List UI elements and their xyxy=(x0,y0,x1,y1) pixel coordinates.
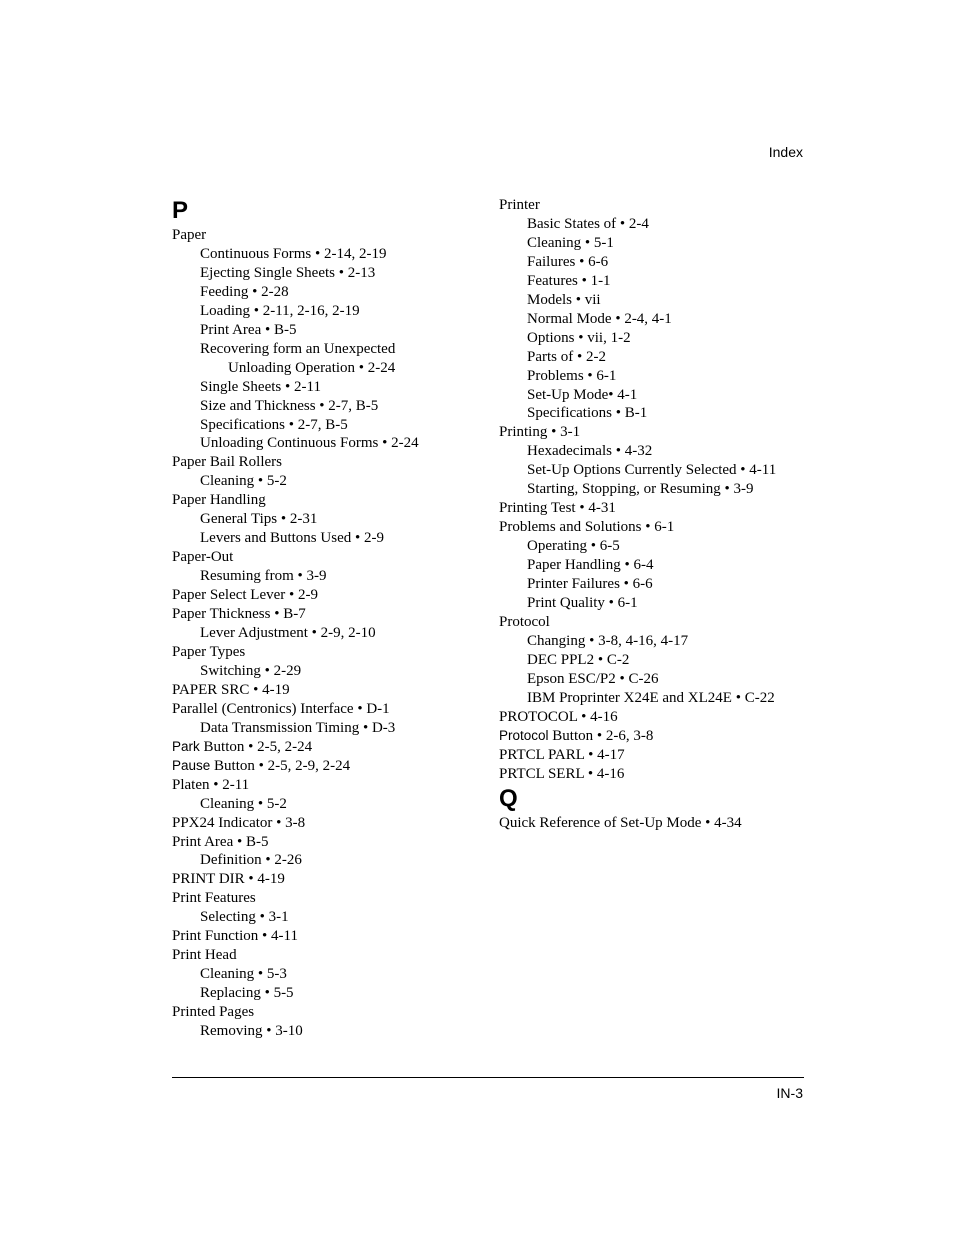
index-entry-text: Set-Up Options Currently Selected • 4-11 xyxy=(527,462,777,479)
index-entry-text: Print Quality • 6-1 xyxy=(527,595,638,612)
index-entry-text: Print Area • B-5 xyxy=(172,833,269,850)
index-entry xyxy=(172,700,482,719)
index-entry-text: Paper Handling • 6-4 xyxy=(527,557,654,574)
index-entry-text: Printer xyxy=(499,197,540,213)
index-entry-text: IBM Proprinter X24E and XL24E • C-22 xyxy=(527,689,775,706)
index-subentry xyxy=(499,367,819,386)
index-entry xyxy=(499,423,819,442)
index-subentry xyxy=(499,386,819,405)
index-subentry xyxy=(499,310,819,329)
index-entry xyxy=(499,613,819,632)
index-entry xyxy=(172,927,482,946)
index-column-right xyxy=(499,196,819,833)
index-entry-text: Printing Test • 4-31 xyxy=(499,500,616,517)
index-entry xyxy=(172,889,482,908)
index-subentry xyxy=(172,662,482,681)
index-entry-text: PAPER SRC • 4-19 xyxy=(172,681,290,698)
index-entry-text: PRINT DIR • 4-19 xyxy=(172,871,285,888)
index-subentry xyxy=(172,624,482,643)
index-entry-text: Single Sheets • 2-11 xyxy=(200,378,321,395)
index-entry-text: Hexadecimals • 4-32 xyxy=(527,443,653,460)
index-entry-text: Specifications • 2-7, B-5 xyxy=(200,416,348,433)
index-entry-text: Unloading Continuous Forms • 2-24 xyxy=(200,435,419,452)
index-entry-text: Options • vii, 1-2 xyxy=(527,329,631,346)
index-entry-text: Continuous Forms • 2-14, 2-19 xyxy=(200,245,387,262)
index-entry-text: Platen • 2-11 xyxy=(172,776,250,793)
index-entry-text: Feeding • 2-28 xyxy=(200,283,289,300)
index-entry-text: Problems and Solutions • 6-1 xyxy=(499,519,675,536)
footer-rule xyxy=(172,1077,804,1078)
index-entry-text: Printing • 3-1 xyxy=(499,424,581,441)
index-entry-text: Levers and Buttons Used • 2-9 xyxy=(200,530,384,547)
index-subentry xyxy=(499,329,819,348)
index-entry-text: Paper Thickness • B-7 xyxy=(172,606,306,623)
index-entry xyxy=(172,757,482,776)
index-entry xyxy=(499,499,819,518)
index-entry xyxy=(499,727,819,746)
index-subentry xyxy=(499,632,819,651)
running-header: Index xyxy=(768,144,803,160)
index-entry-text: Button • 2-5, 2-9, 2-24 xyxy=(210,757,351,774)
index-subentry xyxy=(499,461,819,480)
index-subentry xyxy=(172,340,482,359)
index-subentry xyxy=(172,378,482,397)
index-subentry xyxy=(499,272,819,291)
index-entry-text: Printer Failures • 6-6 xyxy=(527,576,653,593)
index-entry-text: PRTCL PARL • 4-17 xyxy=(499,746,625,763)
index-entry xyxy=(172,833,482,852)
index-entry-text: PPX24 Indicator • 3-8 xyxy=(172,814,306,831)
index-entry-text: Operating • 6-5 xyxy=(527,538,620,555)
index-entry-text: Quick Reference of Set-Up Mode • 4-34 xyxy=(499,814,742,831)
index-entry-text: Definition • 2-26 xyxy=(200,852,302,869)
index-entry-text: Button • 2-6, 3-8 xyxy=(548,727,654,744)
index-entry xyxy=(172,814,482,833)
index-entry xyxy=(172,776,482,795)
index-entry-text: Switching • 2-29 xyxy=(200,662,302,679)
index-entry-text: Paper xyxy=(172,227,207,243)
index-entry-text: General Tips • 2-31 xyxy=(200,511,318,528)
index-entry xyxy=(172,548,482,567)
index-entry-text: Epson ESC/P2 • C-26 xyxy=(527,670,659,687)
index-subentry xyxy=(172,984,482,1003)
index-subentry xyxy=(172,851,482,870)
index-column-left xyxy=(172,196,482,1041)
index-entry-text: Failures • 6-6 xyxy=(527,253,609,270)
index-entry-text: Cleaning • 5-3 xyxy=(200,966,287,983)
index-letter-heading: P xyxy=(172,197,189,224)
page-number: IN-3 xyxy=(776,1085,803,1101)
index-subentry xyxy=(172,283,482,302)
index-term-label: Park xyxy=(172,738,200,754)
index-entry-text: Button • 2-5, 2-24 xyxy=(199,738,313,755)
index-subentry xyxy=(499,442,819,461)
index-subentry xyxy=(499,556,819,575)
index-letter-heading: Q xyxy=(499,784,518,812)
index-subentry xyxy=(499,253,819,272)
index-subentry xyxy=(172,434,482,453)
index-entry xyxy=(172,491,482,510)
index-entry-text: Models • vii xyxy=(527,291,601,308)
index-entry-text: Cleaning • 5-2 xyxy=(200,473,287,490)
index-subentry xyxy=(499,651,819,670)
index-entry-text: Selecting • 3-1 xyxy=(200,909,289,926)
index-entry-text: Replacing • 5-5 xyxy=(200,985,294,1002)
index-entry-text: Starting, Stopping, or Resuming • 3-9 xyxy=(527,481,754,498)
index-entry-text: Printed Pages xyxy=(172,1004,255,1021)
index-entry xyxy=(499,196,819,215)
index-entry-text: Lever Adjustment • 2-9, 2-10 xyxy=(200,625,376,642)
index-subentry xyxy=(499,215,819,234)
index-subentry xyxy=(499,234,819,253)
index-subentry xyxy=(499,575,819,594)
index-subentry xyxy=(172,359,482,378)
index-entry-text: Data Transmission Timing • D-3 xyxy=(200,719,396,736)
index-term-label: Protocol xyxy=(499,727,549,743)
index-subentry xyxy=(499,348,819,367)
index-subentry xyxy=(172,416,482,435)
index-subentry xyxy=(499,480,819,499)
index-subentry xyxy=(172,965,482,984)
index-entry-text: DEC PPL2 • C-2 xyxy=(527,651,630,668)
index-entry-text: Print Function • 4-11 xyxy=(172,928,298,945)
index-subentry xyxy=(172,264,482,283)
index-entry xyxy=(499,746,819,765)
index-entry-text: PRTCL SERL • 4-16 xyxy=(499,765,625,782)
index-entry-text: Loading • 2-11, 2-16, 2-19 xyxy=(200,302,360,319)
index-entry-text: Paper Types xyxy=(172,643,246,660)
index-entry xyxy=(172,1003,482,1022)
index-entry-text: Cleaning • 5-1 xyxy=(527,234,614,251)
index-subentry xyxy=(172,302,482,321)
index-entry-text: Removing • 3-10 xyxy=(200,1023,303,1040)
index-entry-text: Paper Bail Rollers xyxy=(172,454,282,471)
index-entry xyxy=(172,681,482,700)
index-subentry xyxy=(172,397,482,416)
index-entry xyxy=(499,814,819,833)
index-entry-text: Print Head xyxy=(172,947,237,964)
index-entry-text: Unloading Operation • 2-24 xyxy=(228,359,396,376)
index-entry xyxy=(172,226,482,245)
index-subentry xyxy=(172,321,482,340)
index-entry-text: Resuming from • 3-9 xyxy=(200,568,327,585)
index-entry xyxy=(499,765,819,784)
index-entry-text: Parallel (Centronics) Interface • D-1 xyxy=(172,700,390,717)
index-entry xyxy=(172,946,482,965)
index-subentry xyxy=(499,537,819,556)
index-subentry xyxy=(172,510,482,529)
index-subentry xyxy=(172,908,482,927)
index-entry-text: Paper-Out xyxy=(172,549,234,566)
index-subentry xyxy=(499,670,819,689)
index-entry-text: Size and Thickness • 2-7, B-5 xyxy=(200,397,379,414)
index-subentry xyxy=(499,689,819,708)
index-entry-text: Parts of • 2-2 xyxy=(527,348,606,365)
index-subentry xyxy=(172,795,482,814)
index-subentry xyxy=(172,472,482,491)
index-entry-text: PROTOCOL • 4-16 xyxy=(499,708,618,725)
index-entry-text: Ejecting Single Sheets • 2-13 xyxy=(200,264,376,281)
index-entry-text: Print Features xyxy=(172,890,256,907)
index-entry xyxy=(172,453,482,472)
index-entry-text: Normal Mode • 2-4, 4-1 xyxy=(527,310,672,327)
index-entry-text: Recovering form an Unexpected xyxy=(200,340,396,357)
index-entry-text: Changing • 3-8, 4-16, 4-17 xyxy=(527,632,689,649)
index-subentry xyxy=(172,529,482,548)
index-entry xyxy=(172,605,482,624)
index-entry-text: Features • 1-1 xyxy=(527,272,611,289)
index-subentry xyxy=(499,594,819,613)
index-entry-text: Paper Select Lever • 2-9 xyxy=(172,587,319,604)
index-entry xyxy=(172,643,482,662)
index-entry xyxy=(499,708,819,727)
index-subentry xyxy=(172,719,482,738)
index-entry-text: Print Area • B-5 xyxy=(200,321,297,338)
index-entry-text: Cleaning • 5-2 xyxy=(200,795,287,812)
index-term-label: Pause xyxy=(172,757,211,773)
index-entry-text: Paper Handling xyxy=(172,492,266,509)
index-entry-text: Basic States of • 2-4 xyxy=(527,215,649,232)
index-entry xyxy=(172,738,482,757)
index-entry-text: Specifications • B-1 xyxy=(527,405,648,422)
index-entry xyxy=(172,586,482,605)
index-subentry xyxy=(172,245,482,264)
index-subentry xyxy=(499,291,819,310)
index-entry xyxy=(172,870,482,889)
index-entry-text: Set-Up Mode• 4-1 xyxy=(527,386,638,403)
index-entry-text: Protocol xyxy=(499,613,550,630)
index-subentry xyxy=(172,567,482,586)
index-entry-text: Problems • 6-1 xyxy=(527,367,617,384)
index-subentry xyxy=(499,404,819,423)
index-entry xyxy=(499,518,819,537)
index-subentry xyxy=(172,1022,482,1041)
